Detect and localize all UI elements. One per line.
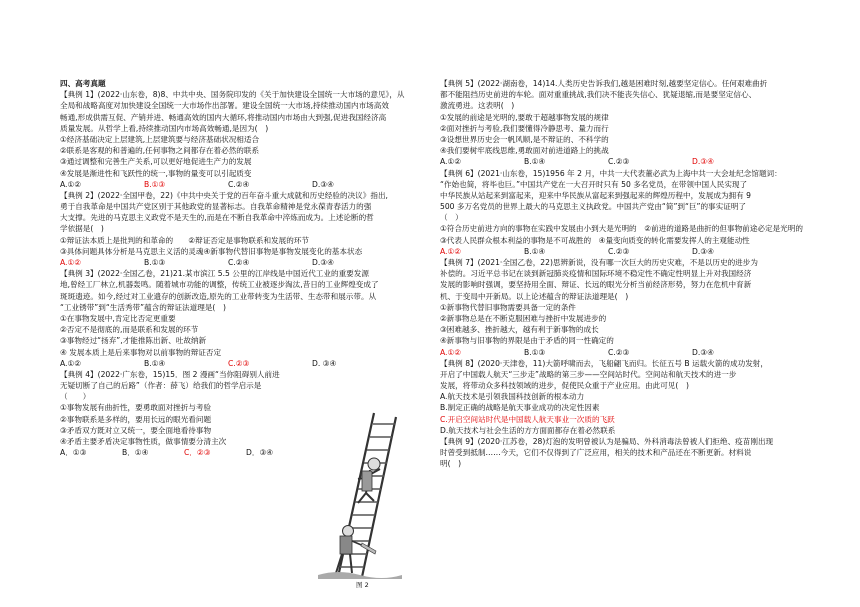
question-stem-header: 【典例 4】(2022·广东卷，15)15．图 2 漫画“当你阻碍别人前进 bbox=[60, 369, 280, 379]
answer-options bbox=[60, 257, 432, 268]
question-line: “工业锈带”到“生活秀带”蕴含的辩证法道理是( ) bbox=[60, 302, 226, 312]
answer-option: B.①③ bbox=[144, 258, 166, 267]
right-column bbox=[440, 78, 808, 470]
answer-option: B.①④ bbox=[524, 157, 546, 167]
question-stem-header: 【典例 5】(2022·湖南卷，14)14.人类历史告诉我们,越是困难时刻,越要坚定信心。任何艰难曲折 bbox=[440, 79, 768, 88]
answer-option: A.①② bbox=[440, 347, 462, 357]
question-line: ③困难越多、挫折越大，越有利于新事物的成长 bbox=[440, 325, 599, 335]
question-line: 机、于变局中开新局。以上论述蕴含的辩证法道理是( ) bbox=[440, 291, 629, 301]
question-line: 都不能阻挡历史前进的车轮。面对重重挑战,我们决不能丧失信心、犹疑退缩,而是要坚定信心、 bbox=[440, 90, 757, 100]
cartoon-ladder-figure bbox=[318, 409, 402, 579]
answer-option: A.①② bbox=[440, 246, 462, 256]
question-line: ③事物经过“扬弃”,才能推陈出新、吐故纳新 bbox=[60, 336, 207, 346]
question-line: 发展的影响时强调，要坚持用全面、辩证、长远的眼光分析当前经济形势，努力在危机中育新 bbox=[440, 280, 752, 290]
answer-option: C.②③ bbox=[228, 358, 250, 368]
question-line: ①符合历史前进方向的事物在实践中发展由小到大是光明的 ②前进的道路是曲折的但事物前途必定是光明的 bbox=[440, 224, 803, 234]
question-stem-header: 【典例 3】(2022·全国乙卷，21)21.某市滨江 5.5 公里的江岸线是中国近代工业的重要发源 bbox=[60, 269, 369, 279]
question-line: 激流勇进。这表明( ) bbox=[440, 101, 515, 111]
question-2 bbox=[60, 190, 432, 268]
question-line: ④我们要树牢底线思维,勇敢面对前进道路上的挑战 bbox=[440, 146, 609, 156]
left-column bbox=[60, 78, 432, 458]
question-line: “作始也简，将毕也巨。”中国共产党在一大召开时只有 50 多名党员，在带领中国人民实现了 bbox=[440, 179, 748, 189]
answer-options bbox=[60, 358, 432, 369]
answer-option: D.③④ bbox=[312, 258, 334, 267]
question-line: （ ） bbox=[440, 213, 463, 223]
question-line: ①事物发展有曲折性，要勇敢面对挫折与考验 bbox=[60, 403, 212, 413]
question-line: D.航天技术与社会生活的方方面面都存在着必然联系 bbox=[440, 425, 616, 435]
question-line: 500 多万名党员的世界上最大的马克思主义执政党。中国共产党由“简”到“巨”的事实证明了 bbox=[440, 202, 747, 212]
question-5 bbox=[440, 78, 808, 168]
question-line: 无疑切断了自己的后路”（作者：薛飞）给我们的哲学启示是 bbox=[60, 381, 262, 391]
question-line: 地,曾经工厂林立,机器轰鸣。随着城市功能的调整，传统工业被逐步淘汰,昔日的工业辉煌变成了 bbox=[60, 280, 379, 290]
answer-option: C.②④ bbox=[228, 179, 250, 189]
question-3 bbox=[60, 268, 432, 369]
question-stem-header: 【典例 1】(2022·山东卷，8)8、中共中央、国务院印发的《关于加快建设全国统一大市场的意见》，从 bbox=[60, 90, 405, 100]
question-line: B.制定正确的战略是航天事业成功的决定性因素 bbox=[440, 403, 600, 413]
question-line: ②面对挫折与考验,我们要懂得冷静思考、量力而行 bbox=[440, 123, 609, 133]
answer-option: C．②③ bbox=[184, 448, 211, 458]
answer-options bbox=[60, 179, 432, 190]
question-line: （ ） bbox=[60, 392, 91, 402]
answer-option: A.①② bbox=[60, 179, 82, 189]
question-line: ③通过调整和完善生产关系,可以更好地促进生产力的发展 bbox=[60, 157, 252, 167]
question-line: ④ 发展本质上是后来事物对以前事物的辩证否定 bbox=[60, 347, 222, 357]
question-line: 大支撑。先进的马克思主义政党不是天生的,而是在不断自我革命中淬炼而成为。上述论断的哲 bbox=[60, 213, 374, 223]
answer-option: D.③④ bbox=[692, 246, 714, 256]
question-line: C.开启空间站时代是中国载人航天事业一次质的飞跃 bbox=[440, 414, 615, 424]
answer-option: A.①② bbox=[60, 358, 82, 368]
question-line: ④矛盾主要矛盾决定事物性质，做事情要分清主次 bbox=[60, 437, 227, 446]
question-line: ④新事物与旧事物的界限是由于矛盾的同一性确定的 bbox=[440, 336, 614, 346]
question-line: ②联系是客观的和普遍的,任何事物之间都存在着必然的联系 bbox=[60, 146, 260, 156]
question-line: ②事物联系是多样的，要用长远的眼光看问题 bbox=[60, 414, 212, 424]
question-1 bbox=[60, 89, 432, 190]
question-line: 全局和战略高度对加快建设全国统一大市场作出部署。建设全国统一大市场,持续推动国内市场高效 bbox=[60, 101, 389, 111]
question-line: ③具体问题具体分析是马克思主义活的灵魂④新事物代替旧事物是事物发展变化的基本状态 bbox=[60, 246, 363, 256]
answer-option: D．③④ bbox=[246, 448, 274, 458]
question-line: 勇于自我革命是中国共产党区别于其他政党的显著标志。自我革命精神是党永葆青春活力的强 bbox=[60, 202, 372, 212]
answer-option: A.①② bbox=[60, 258, 82, 267]
question-line: ①经济基础决定上层建筑,上层建筑要与经济基础状况相适合 bbox=[60, 134, 260, 144]
question-stem-header: 【典例 8】(2020·天津卷，11)大箭呼啸而去，飞船翩飞而归。长征五号 B 运载火箭的成功发射， bbox=[440, 358, 768, 368]
question-line: 明( ) bbox=[440, 459, 462, 469]
question-line: A.航天技术是引领我国科技创新的根本动力 bbox=[440, 392, 585, 402]
question-stem-header: 【典例 6】(2021·山东卷，15)1956 年 2 月，中共一大代表董必武为上海中共一大会址纪念馆题词： bbox=[440, 168, 782, 178]
question-line: 质量发展。从哲学上看,持续推动国内市场高效畅通,是因为( ) bbox=[60, 123, 269, 133]
answer-option: A.①② bbox=[440, 157, 462, 167]
question-9 bbox=[440, 436, 808, 470]
figure-caption: 图 2 bbox=[356, 581, 369, 589]
question-8 bbox=[440, 358, 808, 436]
question-line: 畅通,形成供需互促、产销并进、畅通高效的国内大循环,将推动国内市场由大到强,促进我国经济高 bbox=[60, 112, 387, 122]
answer-option: B.①③ bbox=[144, 179, 166, 189]
answer-option: D.③④ bbox=[692, 157, 714, 167]
question-line: 开启了中国载人航天“三步走”战略的第三步——空间站时代。空间站和航天技术的进一步 bbox=[440, 369, 737, 379]
answer-options bbox=[440, 246, 808, 257]
question-line: ③设想世界历史会一帆风顺,是不辩证的、不科学的 bbox=[440, 134, 609, 144]
answer-option: B.①③ bbox=[524, 347, 546, 357]
question-6 bbox=[440, 168, 808, 258]
answer-option: B．①④ bbox=[122, 448, 149, 458]
question-line: ①新事物代替旧事物需要具备一定的条件 bbox=[440, 302, 576, 312]
question-stem-header: 【典例 7】(2021·全国乙卷，22)思辨新说，没有哪一次巨大的历史灾难，不是以历史的进步为 bbox=[440, 258, 758, 267]
question-line: 补偿的。习近平总书记在谈到新冠肺炎疫情和国际环境不稳定性不确定性明显上升对我国经济 bbox=[440, 269, 752, 279]
answer-option: C.②③ bbox=[608, 157, 630, 167]
answer-options bbox=[440, 347, 808, 358]
question-line: ③代表人民群众根本利益的事物是不可战胜的 ④量变向质变的转化需要发挥人的主观能动性 bbox=[440, 235, 750, 245]
answer-option: C.②③ bbox=[608, 246, 630, 256]
answer-option: B.①④ bbox=[524, 246, 546, 256]
answer-option: C.②④ bbox=[228, 258, 250, 267]
question-line: 发展，将带动众多科技领域的进步，促使民众重于产业应用。由此可见( ) bbox=[440, 381, 689, 391]
question-line: ④发展是渐进性和飞跃性的统一,事物的量变可以引起质变 bbox=[60, 168, 252, 178]
question-line: ②否定不是彻底的,而是联系和发展的环节 bbox=[60, 325, 199, 335]
question-line: ①在事物发展中,肯定比否定更重要 bbox=[60, 313, 176, 323]
question-line: ①辩证法本质上是批判的和革命的 ②辩证否定是事物联系和发展的环节 bbox=[60, 235, 310, 245]
answer-option: D. ③④ bbox=[312, 358, 337, 368]
question-line: 学依据是( ) bbox=[60, 224, 104, 234]
answer-options bbox=[440, 156, 808, 167]
section-title: 四、高考真题 bbox=[60, 79, 106, 88]
question-stem-header: 【典例 9】(2020·江苏卷，28)灯泡的发明曾被认为是骗局、外科消毒法曾被人们拒绝、疫苗刚出现 bbox=[440, 437, 774, 446]
answer-option: B.①④ bbox=[144, 358, 166, 368]
question-line: ①发展的前途是光明的,要敢于超越事物发展的规律 bbox=[440, 112, 609, 122]
question-7 bbox=[440, 257, 808, 358]
question-line: 中华民族从站起来到富起来，迎来中华民族从富起来到强起来的辉煌历程中，发展成为拥有 9 bbox=[440, 190, 751, 200]
answer-option: D.③④ bbox=[692, 347, 714, 357]
question-line: 时曾受到抵制……今天，它们不仅得到了广泛应用，相关的技术和产品还在不断更新。材料说 bbox=[440, 448, 752, 458]
question-stem-header: 【典例 2】(2022·全国甲卷，22)《中共中央关于党的百年奋斗重大成就和历史经验的决议》指出, bbox=[60, 190, 388, 200]
question-line: ②新事物总是在不断克服困难与挫折中发展进步的 bbox=[440, 313, 607, 323]
question-line: 斑斑遗迹。如今,经过对工业遗存的创新改造,原先的工业带转变为生活带、生态带和展示带。从 bbox=[60, 291, 377, 301]
answer-option: A．①③ bbox=[60, 448, 87, 458]
question-line: ③矛盾双方既对立又统一，要全面地看待事物 bbox=[60, 425, 212, 435]
answer-option: C.②③ bbox=[608, 347, 630, 357]
answer-option: D.③④ bbox=[312, 179, 334, 189]
